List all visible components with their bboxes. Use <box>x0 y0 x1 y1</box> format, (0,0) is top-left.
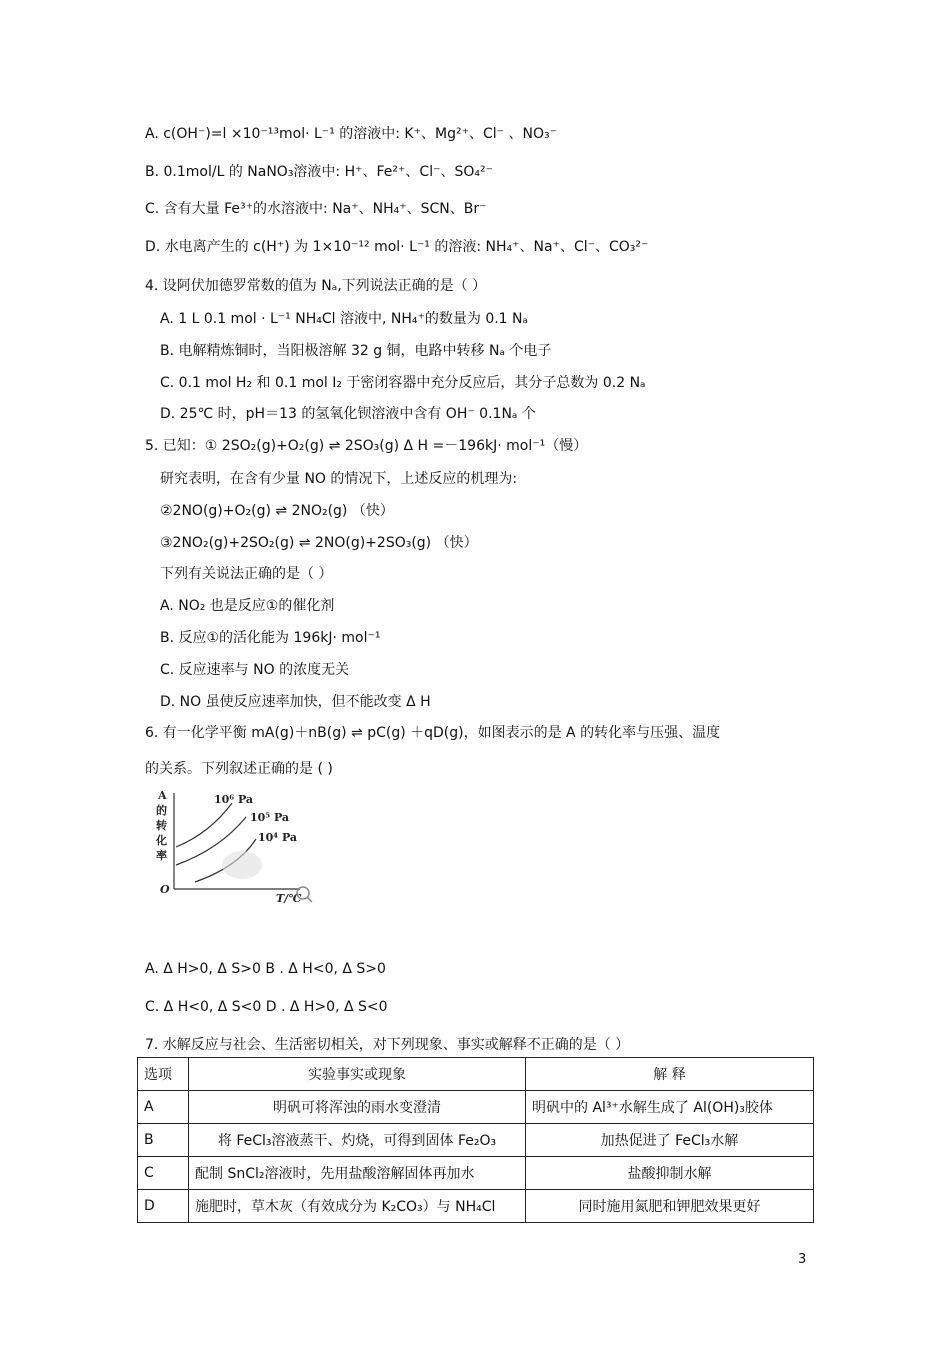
line-5-prompt: 下列有关说法正确的是（ ） <box>160 566 333 582</box>
smudge <box>222 851 262 879</box>
curve-label-1: 10⁶ Pa <box>214 793 254 806</box>
question-4: 4. 设阿伏加德罗常数的值为 Nₐ,下列说法正确的是（ ） <box>145 278 487 294</box>
table-row <box>138 1190 814 1223</box>
question-6: 6. 有一化学平衡 mA(g)＋nB(g) ⇌ pC(g) ＋qD(g)，如图表示的是 A 的转化率与压强、温度 <box>145 725 721 741</box>
table-header: 选项 <box>138 1058 189 1091</box>
line-5-step3: ③2NO₂(g)+2SO₂(g) ⇌ 2NO(g)+2SO₃(g) （快） <box>160 535 478 551</box>
line-4b: B. 电解精炼铜时，当阳极溶解 32 g 铜，电路中转移 Nₐ 个电子 <box>160 343 552 359</box>
conversion-graph <box>150 785 330 910</box>
curve-label-2: 10⁵ Pa <box>250 811 290 824</box>
graph-y-label-1: A <box>158 789 167 802</box>
table-row <box>138 1124 814 1157</box>
option-6-ab: A. Δ H>0, Δ S>0 B . Δ H<0, Δ S>0 <box>145 961 386 977</box>
table-header: 解 释 <box>526 1058 814 1091</box>
option-6-cd: C. Δ H<0, Δ S<0 D . Δ H>0, Δ S<0 <box>145 999 388 1015</box>
table-cell: 明矾中的 Al³⁺水解生成了 Al(OH)₃胶体 <box>526 1091 814 1124</box>
graph-x-label: T/℃ <box>276 892 302 905</box>
table-cell: 将 FeCl₃溶液蒸干、灼烧，可得到固体 Fe₂O₃ <box>189 1124 526 1157</box>
table-cell: D <box>138 1190 189 1223</box>
hydrolysis-table <box>137 1057 814 1223</box>
line-5d: D. NO 虽使反应速率加快，但不能改变 Δ H <box>160 694 431 710</box>
line-5a: A. NO₂ 也是反应①的催化剂 <box>160 598 335 614</box>
line-4c: C. 0.1 mol H₂ 和 0.1 mol I₂ 于密闭容器中充分反应后，其分子总数为 0.2 Nₐ <box>160 375 646 391</box>
table-header-row <box>138 1058 814 1091</box>
line-4a: A. 1 L 0.1 mol · L⁻¹ NH₄Cl 溶液中, NH₄⁺的数量为 0.1 Nₐ <box>160 311 528 327</box>
table-row <box>138 1091 814 1124</box>
line-5b: B. 反应①的活化能为 196kJ· mol⁻¹ <box>160 630 381 646</box>
table-cell: 施肥时，草木灰（有效成分为 K₂CO₃）与 NH₄Cl <box>189 1190 526 1223</box>
question-7: 7. 水解反应与社会、生活密切相关，对下列现象、事实或解释不正确的是（ ） <box>145 1037 630 1053</box>
graph-y-label-2: 的 <box>156 804 167 817</box>
table-cell: C <box>138 1157 189 1190</box>
table-cell: B <box>138 1124 189 1157</box>
table-header: 实验事实或现象 <box>189 1058 526 1091</box>
line-3d: D. 水电离产生的 c(H⁺) 为 1×10⁻¹² mol· L⁻¹ 的溶液: NH₄⁺、Na⁺、Cl⁻、CO₃²⁻ <box>145 239 649 255</box>
line-3c: C. 含有大量 Fe³⁺的水溶液中: Na⁺、NH₄⁺、SCN、Br⁻ <box>145 201 487 217</box>
table-cell: 明矾可将浑浊的雨水变澄清 <box>189 1091 526 1124</box>
line-5c: C. 反应速率与 NO 的浓度无关 <box>160 662 350 678</box>
question-5: 5. 已知：① 2SO₂(g)+O₂(g) ⇌ 2SO₃(g) Δ H =－196kJ· mol⁻¹（慢） <box>145 438 588 454</box>
table-cell: A <box>138 1091 189 1124</box>
line-3a: A. c(OH⁻)=l ×10⁻¹³mol· L⁻¹ 的溶液中: K⁺、Mg²⁺、Cl⁻ 、NO₃⁻ <box>145 126 557 142</box>
curve-1 <box>176 803 232 847</box>
line-5-mechanism: 研究表明，在含有少量 NO 的情况下，上述反应的机理为: <box>160 471 518 487</box>
graph-origin: O <box>160 883 170 896</box>
table-cell: 同时施用氮肥和钾肥效果更好 <box>526 1190 814 1223</box>
question-6-cont: 的关系。下列叙述正确的是 ( ) <box>145 761 333 777</box>
line-4d: D. 25℃ 时，pH＝13 的氢氧化钡溶液中含有 OH⁻ 0.1Nₐ 个 <box>160 406 536 422</box>
graph-y-label-3: 转 <box>156 819 167 832</box>
curve-label-3: 10⁴ Pa <box>258 831 298 844</box>
table-cell: 盐酸抑制水解 <box>526 1157 814 1190</box>
graph-y-label-5: 率 <box>156 849 167 862</box>
graph-y-label-4: 化 <box>156 834 167 847</box>
table-cell: 配制 SnCl₂溶液时，先用盐酸溶解固体再加水 <box>189 1157 526 1190</box>
line-3b: B. 0.1mol/L 的 NaNO₃溶液中: H⁺、Fe²⁺、Cl⁻、SO₄²⁻ <box>145 164 493 180</box>
line-5-step2: ②2NO(g)+O₂(g) ⇌ 2NO₂(g) （快） <box>160 503 394 519</box>
page-number: 3 <box>798 1252 807 1267</box>
table-row <box>138 1157 814 1190</box>
table-cell: 加热促进了 FeCl₃水解 <box>526 1124 814 1157</box>
